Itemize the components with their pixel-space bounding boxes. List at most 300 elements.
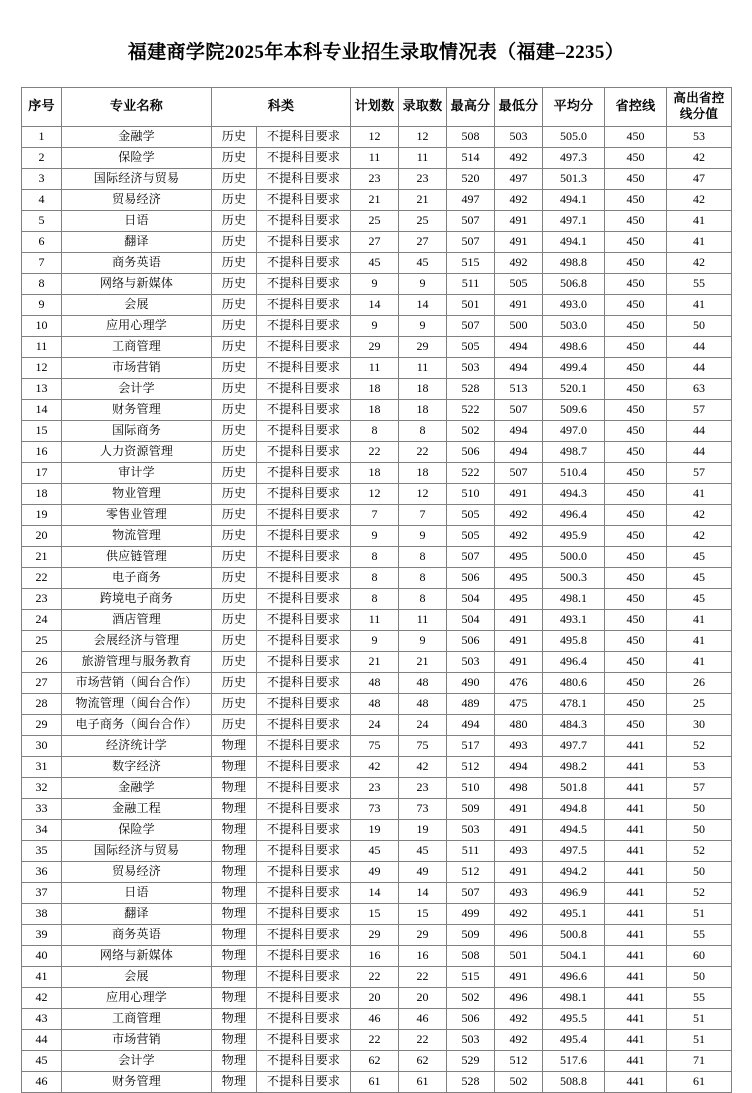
cell-avg-score: 501.8 <box>543 777 605 798</box>
cell-index: 27 <box>22 672 62 693</box>
cell-subject-requirement: 不提科目要求 <box>257 168 351 189</box>
cell-above-line: 44 <box>667 420 732 441</box>
cell-min-score: 476 <box>495 672 543 693</box>
cell-avg-score: 504.1 <box>543 945 605 966</box>
cell-min-score: 494 <box>495 420 543 441</box>
cell-provincial-line: 441 <box>605 1071 667 1092</box>
cell-subject-requirement: 不提科目要求 <box>257 861 351 882</box>
cell-above-line: 51 <box>667 1029 732 1050</box>
cell-index: 36 <box>22 861 62 882</box>
cell-major-name: 会展 <box>62 966 212 987</box>
cell-avg-score: 495.8 <box>543 630 605 651</box>
table-row <box>22 567 732 588</box>
cell-above-line: 44 <box>667 336 732 357</box>
table-row <box>22 168 732 189</box>
cell-max-score: 502 <box>447 420 495 441</box>
cell-index: 39 <box>22 924 62 945</box>
cell-subject-type: 物理 <box>212 756 257 777</box>
cell-subject-requirement: 不提科目要求 <box>257 588 351 609</box>
table-row <box>22 987 732 1008</box>
cell-admitted-count: 19 <box>399 819 447 840</box>
cell-plan-count: 75 <box>351 735 399 756</box>
cell-provincial-line: 450 <box>605 420 667 441</box>
cell-provincial-line: 450 <box>605 294 667 315</box>
cell-admitted-count: 16 <box>399 945 447 966</box>
cell-plan-count: 27 <box>351 231 399 252</box>
cell-min-score: 491 <box>495 609 543 630</box>
table-row <box>22 672 732 693</box>
cell-plan-count: 46 <box>351 1008 399 1029</box>
cell-provincial-line: 450 <box>605 483 667 504</box>
cell-plan-count: 73 <box>351 798 399 819</box>
cell-avg-score: 501.3 <box>543 168 605 189</box>
cell-max-score: 490 <box>447 672 495 693</box>
cell-major-name: 市场营销 <box>62 1029 212 1050</box>
cell-index: 32 <box>22 777 62 798</box>
cell-subject-requirement: 不提科目要求 <box>257 714 351 735</box>
cell-avg-score: 497.7 <box>543 735 605 756</box>
table-row <box>22 399 732 420</box>
cell-provincial-line: 441 <box>605 1008 667 1029</box>
cell-plan-count: 8 <box>351 588 399 609</box>
cell-above-line: 45 <box>667 588 732 609</box>
cell-provincial-line: 450 <box>605 714 667 735</box>
cell-plan-count: 42 <box>351 756 399 777</box>
cell-avg-score: 480.6 <box>543 672 605 693</box>
cell-provincial-line: 450 <box>605 168 667 189</box>
table-row <box>22 252 732 273</box>
cell-subject-type: 历史 <box>212 672 257 693</box>
cell-avg-score: 506.8 <box>543 273 605 294</box>
cell-plan-count: 29 <box>351 924 399 945</box>
table-row <box>22 735 732 756</box>
cell-subject-type: 历史 <box>212 168 257 189</box>
cell-max-score: 506 <box>447 567 495 588</box>
cell-index: 30 <box>22 735 62 756</box>
table-row <box>22 1029 732 1050</box>
table-row <box>22 483 732 504</box>
table-row <box>22 651 732 672</box>
cell-admitted-count: 49 <box>399 861 447 882</box>
cell-index: 33 <box>22 798 62 819</box>
cell-subject-type: 物理 <box>212 903 257 924</box>
cell-admitted-count: 42 <box>399 756 447 777</box>
cell-subject-type: 历史 <box>212 294 257 315</box>
cell-index: 13 <box>22 378 62 399</box>
cell-admitted-count: 14 <box>399 294 447 315</box>
cell-index: 22 <box>22 567 62 588</box>
cell-index: 35 <box>22 840 62 861</box>
cell-subject-type: 物理 <box>212 777 257 798</box>
cell-max-score: 510 <box>447 777 495 798</box>
cell-above-line: 42 <box>667 147 732 168</box>
cell-provincial-line: 450 <box>605 189 667 210</box>
cell-provincial-line: 441 <box>605 924 667 945</box>
cell-plan-count: 24 <box>351 714 399 735</box>
cell-plan-count: 61 <box>351 1071 399 1092</box>
cell-admitted-count: 62 <box>399 1050 447 1071</box>
table-row <box>22 294 732 315</box>
cell-subject-requirement: 不提科目要求 <box>257 672 351 693</box>
cell-index: 19 <box>22 504 62 525</box>
cell-avg-score: 500.0 <box>543 546 605 567</box>
table-row <box>22 903 732 924</box>
cell-major-name: 贸易经济 <box>62 189 212 210</box>
cell-major-name: 零售业管理 <box>62 504 212 525</box>
cell-min-score: 480 <box>495 714 543 735</box>
cell-major-name: 保险学 <box>62 819 212 840</box>
cell-provincial-line: 450 <box>605 252 667 273</box>
cell-index: 25 <box>22 630 62 651</box>
cell-provincial-line: 441 <box>605 1050 667 1071</box>
cell-max-score: 507 <box>447 231 495 252</box>
cell-admitted-count: 18 <box>399 462 447 483</box>
cell-avg-score: 493.1 <box>543 609 605 630</box>
cell-above-line: 50 <box>667 966 732 987</box>
cell-min-score: 491 <box>495 630 543 651</box>
cell-max-score: 505 <box>447 504 495 525</box>
cell-subject-requirement: 不提科目要求 <box>257 924 351 945</box>
cell-min-score: 492 <box>495 189 543 210</box>
cell-major-name: 会计学 <box>62 1050 212 1071</box>
cell-above-line: 42 <box>667 189 732 210</box>
cell-avg-score: 497.5 <box>543 840 605 861</box>
cell-index: 21 <box>22 546 62 567</box>
cell-subject-type: 物理 <box>212 987 257 1008</box>
cell-max-score: 512 <box>447 756 495 777</box>
cell-max-score: 515 <box>447 966 495 987</box>
cell-avg-score: 498.1 <box>543 588 605 609</box>
cell-max-score: 510 <box>447 483 495 504</box>
cell-min-score: 493 <box>495 735 543 756</box>
cell-avg-score: 494.8 <box>543 798 605 819</box>
cell-avg-score: 497.1 <box>543 210 605 231</box>
cell-major-name: 国际商务 <box>62 420 212 441</box>
cell-avg-score: 517.6 <box>543 1050 605 1071</box>
cell-plan-count: 15 <box>351 903 399 924</box>
cell-above-line: 42 <box>667 252 732 273</box>
cell-index: 7 <box>22 252 62 273</box>
cell-plan-count: 25 <box>351 210 399 231</box>
cell-avg-score: 503.0 <box>543 315 605 336</box>
cell-max-score: 529 <box>447 1050 495 1071</box>
cell-avg-score: 496.6 <box>543 966 605 987</box>
cell-min-score: 491 <box>495 966 543 987</box>
table-row <box>22 231 732 252</box>
cell-major-name: 会计学 <box>62 378 212 399</box>
cell-subject-type: 物理 <box>212 1008 257 1029</box>
cell-subject-type: 历史 <box>212 420 257 441</box>
cell-admitted-count: 12 <box>399 126 447 147</box>
cell-avg-score: 520.1 <box>543 378 605 399</box>
cell-avg-score: 494.2 <box>543 861 605 882</box>
cell-admitted-count: 9 <box>399 525 447 546</box>
cell-index: 12 <box>22 357 62 378</box>
cell-admitted-count: 18 <box>399 378 447 399</box>
cell-subject-requirement: 不提科目要求 <box>257 1050 351 1071</box>
cell-subject-requirement: 不提科目要求 <box>257 315 351 336</box>
cell-above-line: 52 <box>667 735 732 756</box>
cell-min-score: 494 <box>495 336 543 357</box>
cell-admitted-count: 11 <box>399 147 447 168</box>
cell-min-score: 492 <box>495 1008 543 1029</box>
cell-subject-type: 物理 <box>212 840 257 861</box>
cell-subject-type: 历史 <box>212 252 257 273</box>
cell-admitted-count: 29 <box>399 336 447 357</box>
cell-provincial-line: 450 <box>605 126 667 147</box>
cell-min-score: 503 <box>495 126 543 147</box>
cell-above-line: 63 <box>667 378 732 399</box>
cell-index: 4 <box>22 189 62 210</box>
cell-subject-type: 历史 <box>212 189 257 210</box>
cell-admitted-count: 25 <box>399 210 447 231</box>
cell-above-line: 25 <box>667 693 732 714</box>
cell-min-score: 492 <box>495 903 543 924</box>
cell-major-name: 会展 <box>62 294 212 315</box>
cell-provincial-line: 450 <box>605 399 667 420</box>
cell-subject-requirement: 不提科目要求 <box>257 735 351 756</box>
cell-above-line: 26 <box>667 672 732 693</box>
cell-index: 45 <box>22 1050 62 1071</box>
column-header-category: 科类 <box>212 87 351 126</box>
cell-max-score: 528 <box>447 378 495 399</box>
cell-subject-type: 历史 <box>212 546 257 567</box>
cell-provincial-line: 450 <box>605 630 667 651</box>
cell-plan-count: 23 <box>351 168 399 189</box>
cell-avg-score: 478.1 <box>543 693 605 714</box>
cell-plan-count: 18 <box>351 378 399 399</box>
cell-subject-requirement: 不提科目要求 <box>257 819 351 840</box>
cell-index: 42 <box>22 987 62 1008</box>
cell-min-score: 512 <box>495 1050 543 1071</box>
cell-subject-type: 历史 <box>212 588 257 609</box>
cell-subject-requirement: 不提科目要求 <box>257 399 351 420</box>
cell-max-score: 511 <box>447 840 495 861</box>
cell-subject-type: 物理 <box>212 966 257 987</box>
cell-index: 23 <box>22 588 62 609</box>
cell-max-score: 489 <box>447 693 495 714</box>
cell-avg-score: 484.3 <box>543 714 605 735</box>
cell-admitted-count: 20 <box>399 987 447 1008</box>
cell-major-name: 应用心理学 <box>62 987 212 1008</box>
cell-provincial-line: 450 <box>605 546 667 567</box>
cell-max-score: 514 <box>447 147 495 168</box>
cell-above-line: 51 <box>667 1008 732 1029</box>
cell-avg-score: 498.7 <box>543 441 605 462</box>
column-header-above-line: 高出省控线分值 <box>667 87 732 126</box>
cell-index: 41 <box>22 966 62 987</box>
cell-major-name: 翻译 <box>62 903 212 924</box>
cell-above-line: 50 <box>667 861 732 882</box>
cell-plan-count: 11 <box>351 147 399 168</box>
cell-admitted-count: 22 <box>399 1029 447 1050</box>
cell-admitted-count: 9 <box>399 630 447 651</box>
cell-subject-type: 历史 <box>212 231 257 252</box>
cell-max-score: 512 <box>447 861 495 882</box>
cell-min-score: 507 <box>495 462 543 483</box>
cell-avg-score: 499.4 <box>543 357 605 378</box>
cell-admitted-count: 8 <box>399 588 447 609</box>
cell-subject-requirement: 不提科目要求 <box>257 294 351 315</box>
cell-avg-score: 508.8 <box>543 1071 605 1092</box>
cell-subject-type: 历史 <box>212 126 257 147</box>
cell-above-line: 52 <box>667 840 732 861</box>
cell-major-name: 金融学 <box>62 126 212 147</box>
cell-admitted-count: 8 <box>399 567 447 588</box>
cell-above-line: 42 <box>667 525 732 546</box>
cell-subject-requirement: 不提科目要求 <box>257 1008 351 1029</box>
cell-major-name: 日语 <box>62 210 212 231</box>
cell-admitted-count: 15 <box>399 903 447 924</box>
cell-above-line: 61 <box>667 1071 732 1092</box>
admissions-table-container <box>21 87 731 1093</box>
cell-subject-requirement: 不提科目要求 <box>257 126 351 147</box>
cell-provincial-line: 450 <box>605 273 667 294</box>
cell-above-line: 41 <box>667 210 732 231</box>
cell-above-line: 41 <box>667 294 732 315</box>
table-row <box>22 693 732 714</box>
cell-subject-requirement: 不提科目要求 <box>257 903 351 924</box>
cell-index: 2 <box>22 147 62 168</box>
table-row <box>22 273 732 294</box>
cell-major-name: 旅游管理与服务教育 <box>62 651 212 672</box>
cell-plan-count: 9 <box>351 630 399 651</box>
cell-max-score: 494 <box>447 714 495 735</box>
cell-provincial-line: 450 <box>605 693 667 714</box>
cell-max-score: 511 <box>447 273 495 294</box>
cell-plan-count: 14 <box>351 882 399 903</box>
table-header-row <box>22 87 732 126</box>
cell-subject-type: 历史 <box>212 210 257 231</box>
cell-plan-count: 7 <box>351 504 399 525</box>
cell-admitted-count: 22 <box>399 441 447 462</box>
table-row <box>22 924 732 945</box>
cell-provincial-line: 450 <box>605 567 667 588</box>
cell-index: 43 <box>22 1008 62 1029</box>
table-row <box>22 462 732 483</box>
cell-plan-count: 48 <box>351 693 399 714</box>
cell-above-line: 53 <box>667 756 732 777</box>
cell-index: 16 <box>22 441 62 462</box>
cell-subject-requirement: 不提科目要求 <box>257 567 351 588</box>
cell-subject-requirement: 不提科目要求 <box>257 798 351 819</box>
cell-admitted-count: 9 <box>399 273 447 294</box>
table-row <box>22 861 732 882</box>
cell-min-score: 513 <box>495 378 543 399</box>
cell-index: 10 <box>22 315 62 336</box>
cell-provincial-line: 450 <box>605 651 667 672</box>
cell-provincial-line: 450 <box>605 504 667 525</box>
cell-avg-score: 498.6 <box>543 336 605 357</box>
cell-provincial-line: 450 <box>605 588 667 609</box>
cell-major-name: 电子商务 <box>62 567 212 588</box>
cell-provincial-line: 450 <box>605 525 667 546</box>
cell-plan-count: 23 <box>351 777 399 798</box>
cell-avg-score: 498.2 <box>543 756 605 777</box>
cell-index: 18 <box>22 483 62 504</box>
cell-above-line: 51 <box>667 903 732 924</box>
cell-admitted-count: 23 <box>399 168 447 189</box>
table-row <box>22 441 732 462</box>
table-row <box>22 126 732 147</box>
cell-plan-count: 8 <box>351 546 399 567</box>
cell-avg-score: 494.1 <box>543 189 605 210</box>
cell-index: 40 <box>22 945 62 966</box>
cell-avg-score: 494.5 <box>543 819 605 840</box>
cell-index: 20 <box>22 525 62 546</box>
table-row <box>22 1050 732 1071</box>
cell-plan-count: 22 <box>351 441 399 462</box>
cell-above-line: 41 <box>667 231 732 252</box>
cell-index: 46 <box>22 1071 62 1092</box>
table-row <box>22 630 732 651</box>
table-row <box>22 378 732 399</box>
cell-major-name: 数字经济 <box>62 756 212 777</box>
cell-admitted-count: 21 <box>399 189 447 210</box>
cell-index: 31 <box>22 756 62 777</box>
cell-plan-count: 9 <box>351 315 399 336</box>
cell-above-line: 55 <box>667 924 732 945</box>
cell-above-line: 45 <box>667 546 732 567</box>
cell-avg-score: 498.8 <box>543 252 605 273</box>
cell-min-score: 491 <box>495 819 543 840</box>
cell-provincial-line: 441 <box>605 966 667 987</box>
cell-subject-type: 物理 <box>212 1071 257 1092</box>
cell-subject-type: 物理 <box>212 882 257 903</box>
cell-max-score: 503 <box>447 357 495 378</box>
cell-index: 37 <box>22 882 62 903</box>
table-row <box>22 315 732 336</box>
cell-above-line: 55 <box>667 987 732 1008</box>
cell-max-score: 506 <box>447 1008 495 1029</box>
cell-avg-score: 495.1 <box>543 903 605 924</box>
cell-avg-score: 500.3 <box>543 567 605 588</box>
cell-max-score: 509 <box>447 924 495 945</box>
cell-major-name: 翻译 <box>62 231 212 252</box>
cell-above-line: 53 <box>667 126 732 147</box>
cell-above-line: 50 <box>667 798 732 819</box>
column-header-index: 序号 <box>22 87 62 126</box>
cell-subject-requirement: 不提科目要求 <box>257 210 351 231</box>
cell-min-score: 492 <box>495 504 543 525</box>
cell-min-score: 495 <box>495 588 543 609</box>
cell-subject-requirement: 不提科目要求 <box>257 987 351 1008</box>
cell-admitted-count: 21 <box>399 651 447 672</box>
cell-max-score: 522 <box>447 462 495 483</box>
cell-admitted-count: 61 <box>399 1071 447 1092</box>
cell-major-name: 会展经济与管理 <box>62 630 212 651</box>
cell-admitted-count: 46 <box>399 1008 447 1029</box>
cell-index: 17 <box>22 462 62 483</box>
cell-max-score: 517 <box>447 735 495 756</box>
cell-major-name: 审计学 <box>62 462 212 483</box>
cell-plan-count: 45 <box>351 840 399 861</box>
cell-avg-score: 493.0 <box>543 294 605 315</box>
cell-provincial-line: 441 <box>605 882 667 903</box>
cell-provincial-line: 450 <box>605 672 667 693</box>
cell-max-score: 508 <box>447 945 495 966</box>
cell-provincial-line: 450 <box>605 609 667 630</box>
cell-plan-count: 18 <box>351 462 399 483</box>
cell-above-line: 41 <box>667 609 732 630</box>
cell-index: 24 <box>22 609 62 630</box>
cell-subject-requirement: 不提科目要求 <box>257 273 351 294</box>
cell-major-name: 贸易经济 <box>62 861 212 882</box>
cell-provincial-line: 450 <box>605 315 667 336</box>
cell-subject-type: 历史 <box>212 651 257 672</box>
cell-above-line: 41 <box>667 651 732 672</box>
cell-max-score: 506 <box>447 441 495 462</box>
